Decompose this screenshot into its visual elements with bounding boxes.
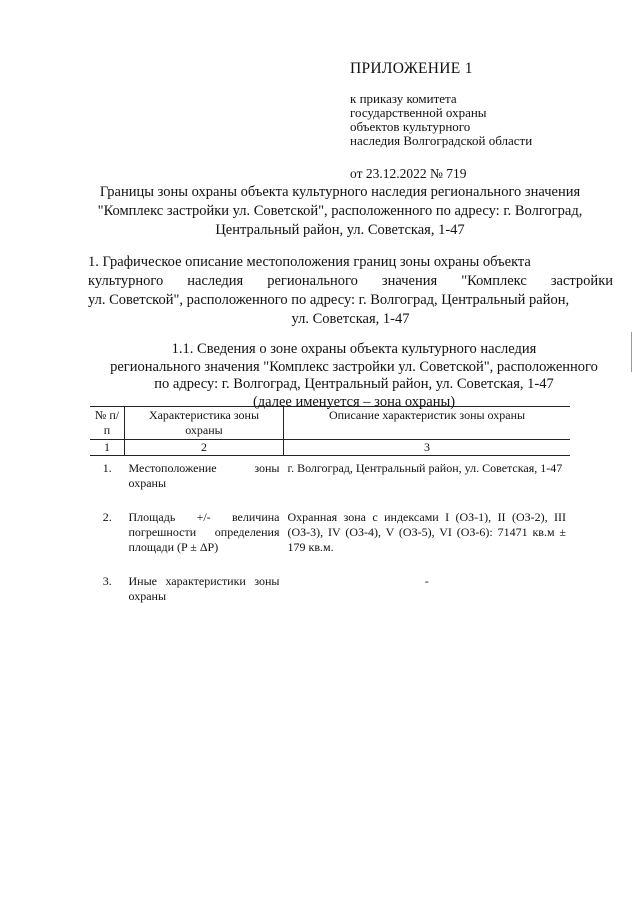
zone-table xyxy=(90,406,570,618)
table-row xyxy=(90,505,570,569)
appendix-line: наследия Волгоградской области xyxy=(350,133,533,148)
order-date: от 23.12.2022 № 719 xyxy=(350,166,467,181)
section-1-1-line: 1.1. Сведения о зоне охраны объекта культурного наследия xyxy=(171,341,537,357)
section-1-1-line: регионального значения "Комплекс застройки ул. Советской", расположенного xyxy=(110,358,598,375)
row-characteristic: Площадь +/- величина погрешности определения площади (P ± ΔP) xyxy=(128,510,280,554)
column-number: 2 xyxy=(125,440,284,456)
appendix-block xyxy=(350,60,532,182)
section-1-line: 1. Графическое описание местоположения границ зоны охраны объекта xyxy=(88,254,531,270)
header-description: Описание характеристик зоны охраны xyxy=(284,407,571,440)
row-number: 2. xyxy=(102,510,112,524)
row-number: 3. xyxy=(102,574,112,588)
appendix-line: государственной охраны xyxy=(350,105,487,120)
row-characteristic: Местоположение зоны охраны xyxy=(128,461,280,490)
header-number: № п/п xyxy=(90,407,125,440)
row-description: г. Волгоград, Центральный район, ул. Советская, 1-47 xyxy=(287,461,563,475)
column-number: 3 xyxy=(284,440,571,456)
section-1-line: ул. Советской", расположенного по адресу: г. Волгоград, Центральный район, xyxy=(88,292,570,308)
appendix-title: ПРИЛОЖЕНИЕ 1 xyxy=(350,60,473,77)
column-number: 1 xyxy=(90,440,125,456)
section-1-1-line: (далее именуется – зона охраны) xyxy=(252,393,456,410)
section-1-line: ул. Советская, 1-47 xyxy=(291,311,410,327)
row-number: 1. xyxy=(102,461,112,475)
appendix-line: объектов культурного xyxy=(350,119,471,134)
heading-line: Границы зоны охраны объекта культурного наследия регионального значения xyxy=(99,184,581,200)
row-description: Охранная зона с индексами I (ОЗ-1), II (ОЗ-2), III (ОЗ-3), IV (ОЗ-4), V (ОЗ-5), VI (ОЗ-6): 71471 кв.м ± 179 кв.м. xyxy=(287,510,566,554)
row-characteristic: Иные характеристики зоны охраны xyxy=(128,574,280,603)
table-row xyxy=(90,456,570,506)
heading-line: "Комплекс застройки ул. Советской", расположенного по адресу: г. Волгоград, xyxy=(97,203,583,219)
row-description: - xyxy=(424,574,429,588)
section-1-line: культурного наследия регионального значения "Комплекс застройки xyxy=(88,273,613,289)
heading-line: Центральный район, ул. Советская, 1-47 xyxy=(215,222,465,238)
section-1-1-line: по адресу: г. Волгоград, Центральный район, ул. Советская, 1-47 xyxy=(154,376,554,392)
scan-artifact-line xyxy=(631,332,632,372)
appendix-line: к приказу комитета xyxy=(350,91,457,106)
section-1 xyxy=(88,253,613,329)
section-1-1 xyxy=(90,341,618,411)
header-characteristic: Характеристика зоны охраны xyxy=(125,407,284,440)
table-row xyxy=(90,569,570,618)
document-heading xyxy=(60,183,620,240)
